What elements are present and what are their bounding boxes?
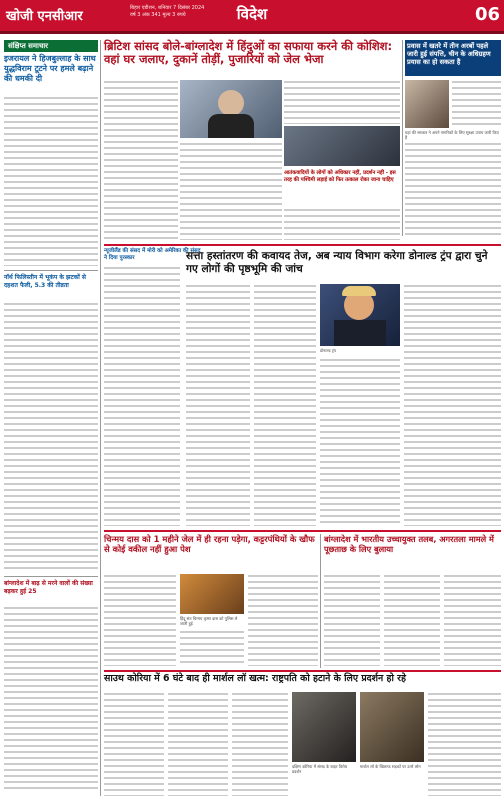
trump-photo [320,284,400,346]
korea-body-col2 [168,692,228,796]
agartala-body-col3 [444,574,501,666]
side-photo [405,80,449,128]
side-headline: प्रवास में खतरे में तीन अरबों पहले जारी हुई संपत्ति, चीन के अधिग्रहण प्रयास का हो सकता है [407,42,491,66]
trump-hair [342,286,376,296]
speaker-face [218,90,244,116]
side-headline-box [405,40,501,76]
chinmoy-photo [180,574,244,614]
brief-news-label: संक्षिप्त समाचार [4,40,98,52]
chinmoy-body-col3 [248,574,318,666]
agartala-headline-block [324,534,501,570]
lead-headline-block [104,40,400,76]
korea-photo-1 [292,692,356,762]
section-rule [104,670,501,672]
trump-left-subheadline: न्यूजीलैंड की संसद में मोरी को अमेरिका की संसद ने दिया पुरस्कार [104,248,201,261]
speaker-body [208,114,254,138]
brand-name: खोजी एनसीआर [6,9,83,24]
agartala-body-col1 [324,574,380,666]
trump-suit [334,320,386,346]
divider [4,576,98,577]
masthead [0,0,504,34]
left-headline-flood: बांग्लादेश में बाढ़ से मरने वालों की संख्या बढ़कर हुई 25 [4,580,93,595]
korea-body-col4 [428,692,501,796]
side-photo-caption: यहां की सरकार ने अपने नागरिकों के लिए सुरक्षा उपाय जारी किए हैं [405,130,499,140]
korea-headline-block [104,673,501,691]
trump-body-col2 [254,284,316,526]
agartala-body-col2 [384,574,440,666]
side-body-top [452,80,501,128]
lead-body-col4 [284,208,400,240]
lead-body-col3 [284,80,400,124]
trump-photo-caption: डोनाल्ड ट्रंप [320,348,337,353]
left-headline-earthquake: नॉर्थ फिलिस्तीन में भूकंप के झटकों से दहशत फैली, 5.3 की तीव्रता [4,274,86,289]
chinmoy-headline: चिन्मय दास को 1 महीने जेल में ही रहना पड़ेगा, कट्टरपंथियों के खौफ से कोई वकील नहीं हुआ पेश [104,534,315,554]
trump-headline: सत्ता हस्तांतरण की कवायद तेज, अब न्याय विभाग करेगा डोनाल्ड ट्रंप द्वारा चुने गए लोगों की पृष्ठभूमि की जांच [186,250,488,275]
chinmoy-body-col2 [180,630,244,666]
korea-body-col3 [232,692,288,796]
chinmoy-photo-caption: हिंदू संत चिन्मय कृष्ण दास को पुलिस ले जाती हुई [180,616,238,626]
issue-date: बिहार एडीशन, शनिवार 7 दिसंबर 2024 [130,5,205,11]
divider [4,270,98,271]
agartala-headline: बांग्लादेश में भारतीय उच्चायुक्त तलब, अगरतला मामले में पूछताछ के लिए बुलाया [324,534,494,554]
korea-headline: साउथ कोरिया में 6 घंटे बाद ही मार्शल लॉ खत्म: राष्ट्रपति को हटाने के लिए प्रदर्शन हो रहे [104,673,406,684]
lead-body-col1 [104,80,178,240]
issue-number: वर्ष 3 अंक 341 मूल्य 3 रुपये [130,12,186,18]
side-body [405,142,501,236]
column-divider [402,40,403,236]
section-rule [104,530,501,532]
korea-photo-caption-2: मार्शल लॉ के खिलाफ सड़कों पर उतरे लोग [360,764,421,769]
lead-photo [180,80,282,138]
trump-body-col3 [320,358,400,526]
page-number: 06 [474,4,500,25]
section-rule [104,244,501,246]
korea-photo-2 [360,692,424,762]
lead-pull-quote: आतंकवादियों के लोगों को अधिकार नहीं, प्रदर्शन नहीं - इस तरह की पश्चिमी लड़ाई को फिर तत्काल रोका जाना चाहिए [284,170,396,183]
korea-photo-caption-1: दक्षिण कोरिया में संसद के बाहर विरोध प्रदर्शन [292,764,348,774]
trump-headline-block [186,250,501,280]
left-story2-body [4,302,98,572]
section-title: विदेश [236,5,268,23]
left-story3-body [4,606,98,792]
left-headline-israel: इजरायल ने हिजबुल्लाह के साथ युद्धविराम टूटने पर हमले बढ़ाने की धमकी दी [4,54,96,83]
trump-left-body [104,266,180,526]
parliament-photo [284,126,400,166]
lead-body-col2 [180,142,282,240]
trump-body-col1 [186,284,250,526]
left-column [4,40,98,796]
chinmoy-body-col1 [104,574,176,666]
column-divider [320,534,321,668]
left-story-body [4,96,98,266]
column-divider [100,40,101,796]
korea-body-col1 [104,692,164,796]
chinmoy-headline-block [104,534,318,574]
trump-body-col4 [404,284,501,526]
lead-headline: ब्रिटिश सांसद बोले-बांग्लादेश में हिंदुओं का सफाया करने की कोशिश: वहां घर जलाए, दुकानें तोड़ीं, पुजारियों को जेल भेजा [104,39,393,66]
